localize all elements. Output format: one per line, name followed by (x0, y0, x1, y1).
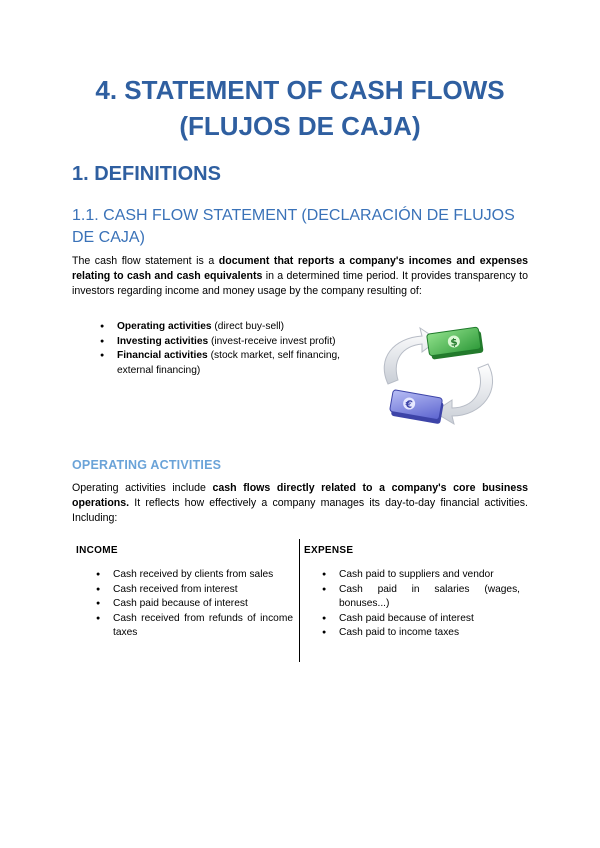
euro-sign: € (404, 399, 414, 412)
intro-text-1: The cash flow statement is a (72, 255, 219, 267)
income-list (96, 568, 293, 641)
operating-text-1: Operating activities include (72, 482, 213, 494)
activities-list (100, 320, 340, 378)
activity-desc: (stock market, self financing, external financing) (117, 350, 341, 376)
activity-name: Operating activities (117, 321, 212, 332)
list-item (100, 320, 340, 335)
expense-list (322, 568, 520, 641)
list-item: ● Cash paid to income taxes (322, 626, 520, 641)
income-header: INCOME (76, 545, 118, 556)
list-item (100, 349, 340, 378)
cash-flow-cycle-icon (368, 324, 508, 426)
list-item: ● Cash received by clients from sales (96, 568, 293, 583)
list-item: ● Cash received from refunds of income taxes (96, 612, 293, 641)
list-item: ● Cash received from interest (96, 583, 293, 598)
operating-text-2: It reflects how effectively a company manages its day-to-day financial activities. Including: (72, 497, 528, 524)
intro-text-2: in a determined time period. It provides transparency to investors regarding income and money usage by the company resulting of: (72, 270, 528, 297)
activity-name: Financial activities (117, 350, 208, 361)
dollar-sign: $ (449, 337, 459, 349)
section-heading: 1. DEFINITIONS (72, 163, 221, 185)
title-line-2: (FLUJOS DE CAJA) (179, 111, 421, 141)
euro-bills-icon (389, 390, 445, 425)
intro-paragraph (72, 254, 528, 299)
list-item: ● Cash paid because of interest (322, 612, 520, 627)
expense-header: EXPENSE (304, 545, 354, 556)
list-item: ● Cash paid because of interest (96, 597, 293, 612)
operating-activities-heading: OPERATING ACTIVITIES (72, 458, 222, 472)
dollar-bills-icon (427, 327, 484, 360)
title-line-1: 4. STATEMENT OF CASH FLOWS (95, 75, 505, 105)
operating-bold-text: cash flows directly related to a company's core business operations. (72, 482, 528, 509)
column-divider (299, 539, 300, 662)
list-item: ● Cash paid to suppliers and vendor (322, 568, 520, 583)
activity-desc: (direct buy-sell) (211, 321, 285, 332)
subsection-heading: 1.1. CASH FLOW STATEMENT (DECLARACIÓN DE FLUJOS DE CAJA) (72, 207, 515, 246)
list-item (100, 335, 340, 350)
document-title (40, 72, 560, 144)
operating-paragraph (72, 481, 528, 526)
list-item: ● Cash paid in salaries (wages, bonuses...) (322, 583, 520, 612)
intro-bold-text: document that reports a company's incomes and expenses relating to cash and cash equivalents (72, 255, 528, 282)
activity-name: Investing activities (117, 335, 209, 347)
activity-desc: (invest-receive invest profit) (208, 335, 336, 347)
